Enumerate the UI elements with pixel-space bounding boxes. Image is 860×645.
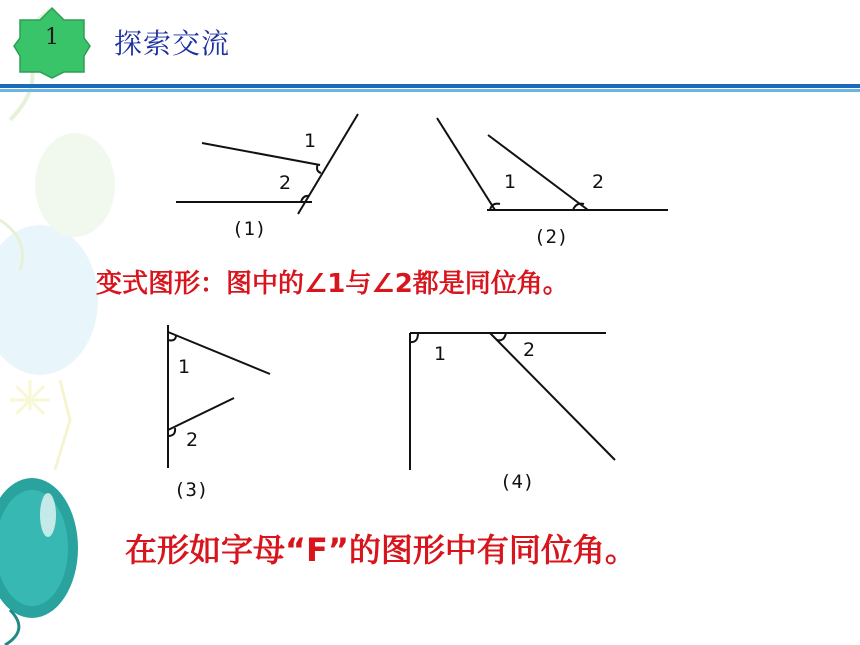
figure-2-angle-1-label: 1: [504, 171, 517, 193]
figure-4-caption: (4): [500, 471, 535, 493]
badge-number: 1: [45, 25, 59, 50]
figure-2-caption: (2): [534, 226, 569, 248]
figure-1-angle-1-label: 1: [304, 130, 317, 152]
figure-2-angle-2-label: 2: [592, 171, 605, 193]
figure-1-angle-2-label: 2: [279, 172, 292, 194]
figure-2: [437, 118, 668, 210]
variant-note: 变式图形：图中的∠1与∠2都是同位角。: [96, 269, 569, 299]
figure-4-angle-2-label: 2: [523, 339, 536, 361]
figure-3-caption: (3): [174, 479, 209, 501]
figure-3-angle-2-label: 2: [186, 429, 199, 451]
figure-1: [176, 114, 358, 214]
f-shape-note: 在形如字母“F”的图形中有同位角。: [125, 531, 637, 569]
figure-3-angle-1-label: 1: [178, 356, 191, 378]
figure-4-angle-1-label: 1: [434, 343, 447, 365]
page-title: 探索交流: [114, 27, 231, 60]
figure-1-caption: (1): [232, 218, 267, 240]
figure-3: [168, 325, 270, 468]
